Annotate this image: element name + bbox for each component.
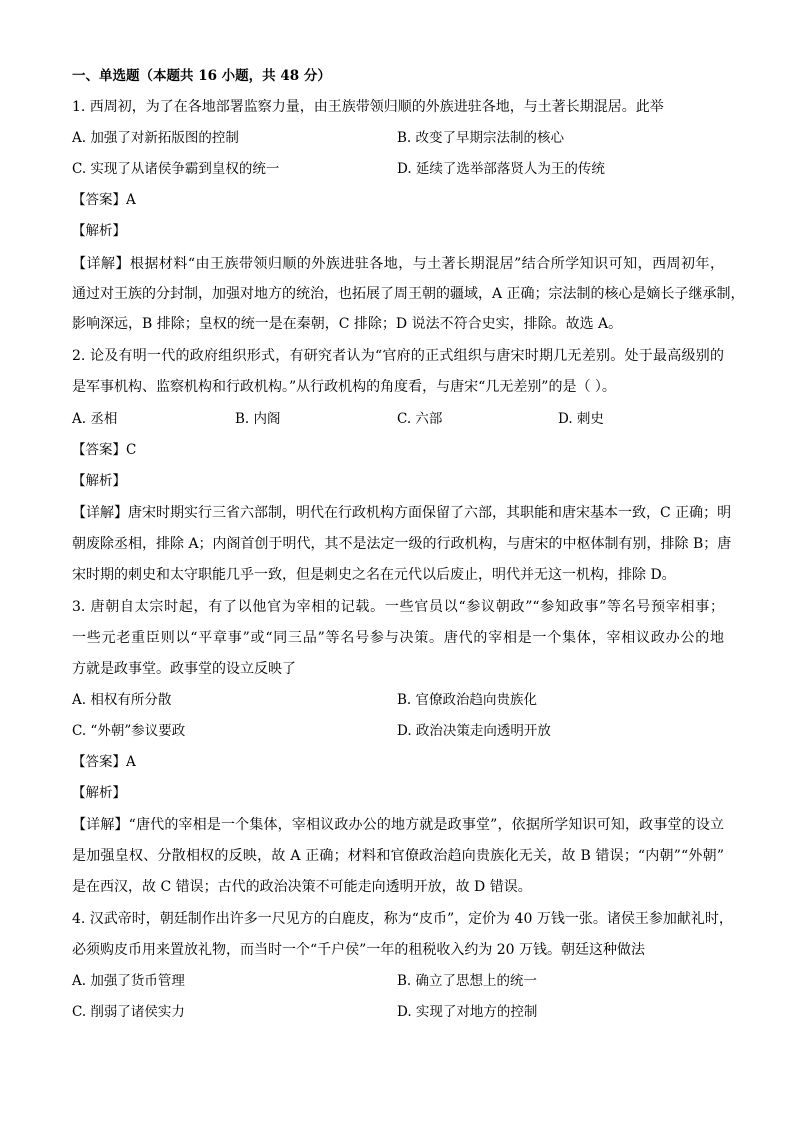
- question-4-stem: 必须购皮币用来置放礼物，而当时一个“千户侯”一年的租税收入约为 20 万钱。朝廷这种做法: [72, 942, 646, 958]
- question-2-option-a: A. 丞相: [72, 411, 118, 427]
- question-3-stem: 一些元老重臣则以“平章事”或“同三品”等名号参与决策。唐代的宰相是一个集体，宰相议政办公的地: [72, 630, 724, 646]
- question-4-option-d: D. 实现了对地方的控制: [397, 1004, 538, 1020]
- question-4-option-a: A. 加强了货币管理: [72, 973, 185, 989]
- question-3-option-c: C. “外朝”参议要政: [72, 723, 186, 739]
- question-4-stem: 4. 汉武帝时，朝廷制作出许多一尺见方的白鹿皮，称为“皮币”，定价为 40 万钱一张。诸侯王参加献礼时，: [72, 911, 733, 927]
- question-4-option-c: C. 削弱了诸侯实力: [72, 1004, 185, 1020]
- question-2-stem: 2. 论及有明一代的政府组织形式，有研究者认为“官府的正式组织与唐宋时期几无差别。处于最高级别的: [72, 348, 724, 364]
- question-1-detail-line: 影响深远，B 排除；皇权的统一是在秦朝，C 排除；D 说法不符合史实，排除。故选 A。: [72, 316, 623, 332]
- question-3-detail-line: 是加强皇权、分散相权的反映，故 A 正确；材料和官僚政治趋向贵族化无关，故 B 错误；“内朝”“外朝”: [72, 848, 724, 864]
- question-3-option-b: B. 官僚政治趋向贵族化: [397, 692, 538, 708]
- question-1-stem: 1. 西周初，为了在各地部署监察力量，由王族带领归顺的外族进驻各地，与土著长期混居。此举: [72, 99, 664, 115]
- question-3-detail-line: 【详解】“唐代的宰相是一个集体，宰相议政办公的地方就是政事堂”，依据所学知识可知，政事堂的设立: [72, 817, 724, 833]
- question-1-detail-line: 【详解】根据材料“由王族带领归顺的外族进驻各地，与土著长期混居”结合所学知识可知，西周初年，: [72, 256, 724, 272]
- question-2-answer: 【答案】C: [72, 442, 137, 458]
- question-2-detail-line: 朝废除丞相，排除 A；内阁首创于明代，其不是法定一级的行政机构，与唐宋的中枢体制有别，排除 B；唐: [72, 536, 732, 552]
- question-2-option-c: C. 六部: [397, 411, 443, 427]
- question-2-option-b: B. 内阁: [235, 411, 281, 427]
- question-3-option-d: D. 政治决策走向透明开放: [397, 723, 551, 739]
- question-2-detail-line: 【详解】唐宋时期实行三省六部制，明代在行政机构方面保留了六部，其职能和唐宋基本一致，C 正确；明: [72, 505, 732, 521]
- question-2-stem: 是军事机构、监察机构和行政机构。”从行政机构的角度看，与唐宋“几无差别”的是（ ）。: [72, 379, 616, 395]
- question-3-detail-line: 是在西汉，故 C 错误；古代的政治决策不可能走向透明开放，故 D 错误。: [72, 879, 532, 895]
- question-1-analysis-label: 【解析】: [72, 223, 126, 239]
- question-1-detail-line: 通过对王族的分封制，加强对地方的统治，也拓展了周王朝的疆域，A 正确；宗法制的核心是嫡长子继承制，: [72, 286, 745, 302]
- question-1-option-a: A. 加强了对新拓版图的控制: [72, 130, 239, 146]
- question-3-stem: 方就是政事堂。政事堂的设立反映了: [72, 661, 296, 677]
- question-4-option-b: B. 确立了思想上的统一: [397, 973, 538, 989]
- question-1-answer: 【答案】A: [72, 192, 136, 208]
- question-3-answer: 【答案】A: [72, 754, 136, 770]
- question-1-option-c: C. 实现了从诸侯争霸到皇权的统一: [72, 161, 280, 177]
- question-2-option-d: D. 刺史: [558, 411, 604, 427]
- question-3-option-a: A. 相权有所分散: [72, 692, 172, 708]
- question-2-detail-line: 宋时期的刺史和太守职能几乎一致，但是刺史之名在元代以后废止，明代并无这一机构，排除 D。: [72, 567, 676, 583]
- question-3-stem: 3. 唐朝自太宗时起，有了以他官为宰相的记载。一些官员以“参议朝政”“参知政事”等名号预宰相事；: [72, 599, 724, 615]
- question-3-analysis-label: 【解析】: [72, 785, 126, 801]
- section-title: 一、单选题（本题共 16 小题，共 48 分）: [72, 68, 331, 84]
- question-1-option-b: B. 改变了早期宗法制的核心: [397, 130, 565, 146]
- question-2-analysis-label: 【解析】: [72, 473, 126, 489]
- question-1-option-d: D. 延续了选举部落贤人为王的传统: [397, 161, 605, 177]
